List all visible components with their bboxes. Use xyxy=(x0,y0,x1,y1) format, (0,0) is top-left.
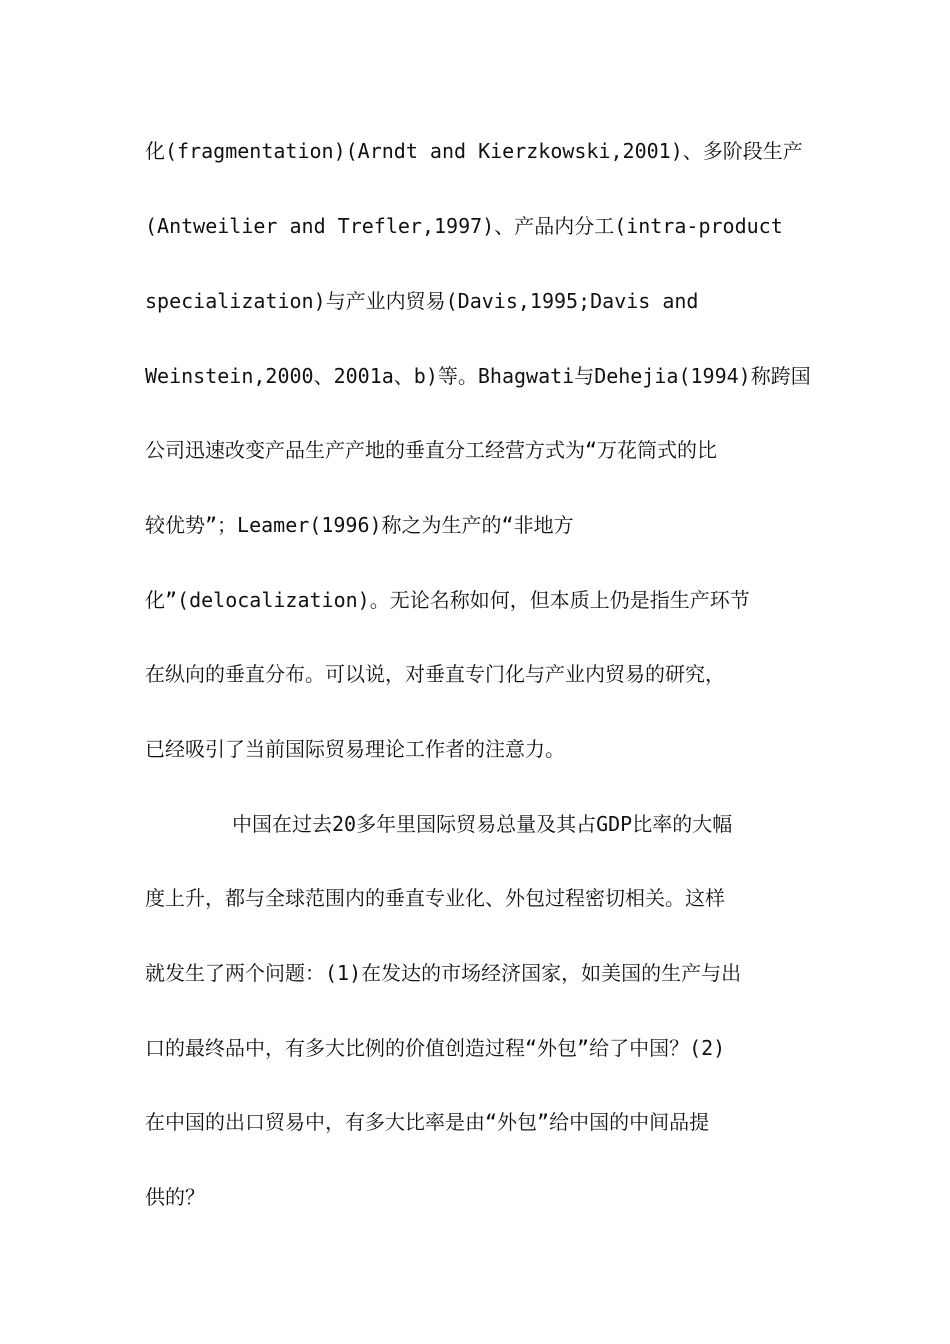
paragraph-2-line-3: 就发生了两个问题：(1)在发达的市场经济国家，如美国的生产与出 xyxy=(145,961,742,985)
paragraph-2-line-2: 度上升，都与全球范围内的垂直专业化、外包过程密切相关。这样 xyxy=(145,886,725,910)
paragraph-2-line-4: 口的最终品中，有多大比例的价值创造过程“外包”给了中国？(2) xyxy=(145,1036,726,1060)
paragraph-2-line-5: 在中国的出口贸易中，有多大比率是由“外包”给中国的中间品提 xyxy=(145,1110,710,1134)
paragraph-1-line-1: 化(fragmentation)(Arndt and Kierzkowski,2001)、多阶段生产 xyxy=(145,139,803,163)
paragraph-1-line-8: 在纵向的垂直分布。可以说，对垂直专门化与产业内贸易的研究， xyxy=(145,662,725,686)
paragraph-2-line-1: 中国在过去20多年里国际贸易总量及其占GDP比率的大幅 xyxy=(232,812,733,836)
paragraph-2-line-6: 供的？ xyxy=(145,1185,205,1209)
paragraph-1-line-7: 化”(delocalization)。无论名称如何，但本质上仍是指生产环节 xyxy=(145,588,750,612)
paragraph-1-line-6: 较优势”；Leamer(1996)称之为生产的“非地方 xyxy=(145,513,574,537)
paragraph-1-line-3: specialization)与产业内贸易(Davis,1995;Davis and xyxy=(145,289,699,313)
paragraph-1-line-9: 已经吸引了当前国际贸易理论工作者的注意力。 xyxy=(145,737,565,761)
paragraph-1-line-2: (Antweilier and Trefler,1997)、产品内分工(intra-product xyxy=(145,214,783,238)
paragraph-1-line-4: Weinstein,2000、2001a、b)等。Bhagwati与Dehejia(1994)称跨国 xyxy=(145,364,811,388)
paragraph-1-line-5: 公司迅速改变产品生产产地的垂直分工经营方式为“万花筒式的比 xyxy=(145,438,718,462)
